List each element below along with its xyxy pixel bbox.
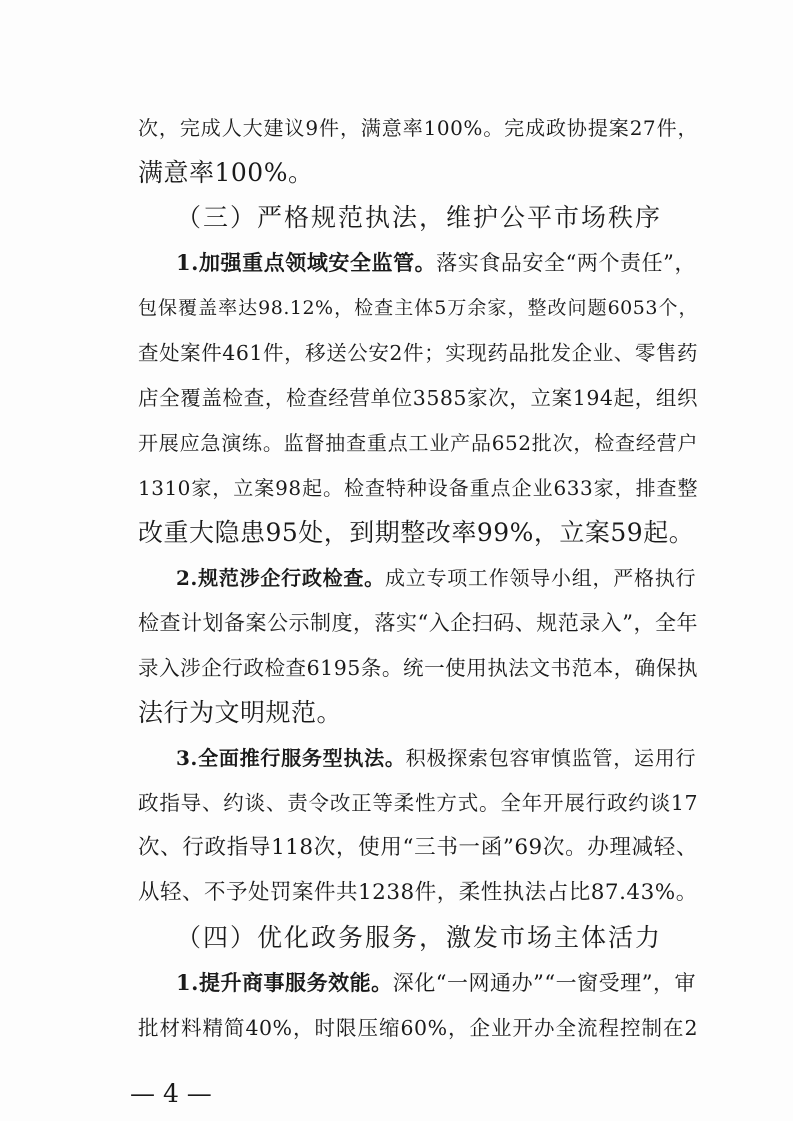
subheading-line: 1.加强重点领域安全监管。落实食品安全“两个责任”， [176, 250, 696, 275]
paragraph-line: 查处案件461件，移送公安2件；实现药品批发企业、零售药 [138, 341, 698, 365]
section-heading-4: （四）优化政务服务，激发市场主体活力 [176, 923, 663, 952]
paragraph-line: 批材料精简40%，时限压缩60%，企业开办全流程控制在2 [138, 1016, 698, 1040]
subheading-title: 1.提升商事服务效能。 [176, 970, 393, 995]
section-heading-3: （三）严格规范执法，维护公平市场秩序 [176, 203, 663, 232]
paragraph-line: 次，完成人大建议9件，满意率100%。完成政协提案27件， [138, 116, 698, 140]
paragraph-line: 满意率100%。 [138, 158, 314, 187]
paragraph-line: 开展应急演练。监督抽查重点工业产品652批次，检查经营户 [138, 431, 698, 455]
paragraph-line: 法行为文明规范。 [138, 698, 343, 727]
subheading-line: 1.提升商事服务效能。深化“一网通办”“一窗受理”，审 [176, 970, 696, 995]
subheading-title: 2.规范涉企行政检查。 [176, 566, 385, 590]
paragraph-line: 店全覆盖检查，检查经营单位3585家次，立案194起，组织 [138, 386, 698, 410]
paragraph-line: 1310家，立案98起。检查特种设备重点企业633家，排查整 [138, 476, 698, 500]
subheading-title: 1.加强重点领域安全监管。 [176, 250, 437, 275]
subheading-line: 2.规范涉企行政检查。成立专项工作领导小组，严格执行 [176, 566, 696, 590]
paragraph-line: 次、行政指导118次，使用“三书一函”69次。办理减轻、 [138, 835, 698, 860]
subheading-title: 3.全面推行服务型执法。 [176, 746, 406, 770]
page-number: — 4 — [130, 1079, 212, 1108]
paragraph-line: 检查计划备案公示制度，落实“入企扫码、规范录入”，全年 [138, 611, 698, 635]
paragraph-line: 改重大隐患95处，到期整改率99%，立案59起。 [138, 518, 695, 547]
subheading-line: 3.全面推行服务型执法。积极探索包容审慎监管，运用行 [176, 746, 696, 770]
paragraph-line: 包保覆盖率达98.12%，检查主体5万余家，整改问题6053个， [138, 297, 698, 319]
paragraph-line: 从轻、不予处罚案件共1238件，柔性执法占比87.43%。 [138, 880, 698, 905]
paragraph-line: 录入涉企行政检查6195条。统一使用执法文书范本，确保执 [138, 656, 698, 680]
paragraph-line: 政指导、约谈、责令改正等柔性方式。全年开展行政约谈17 [138, 791, 698, 815]
